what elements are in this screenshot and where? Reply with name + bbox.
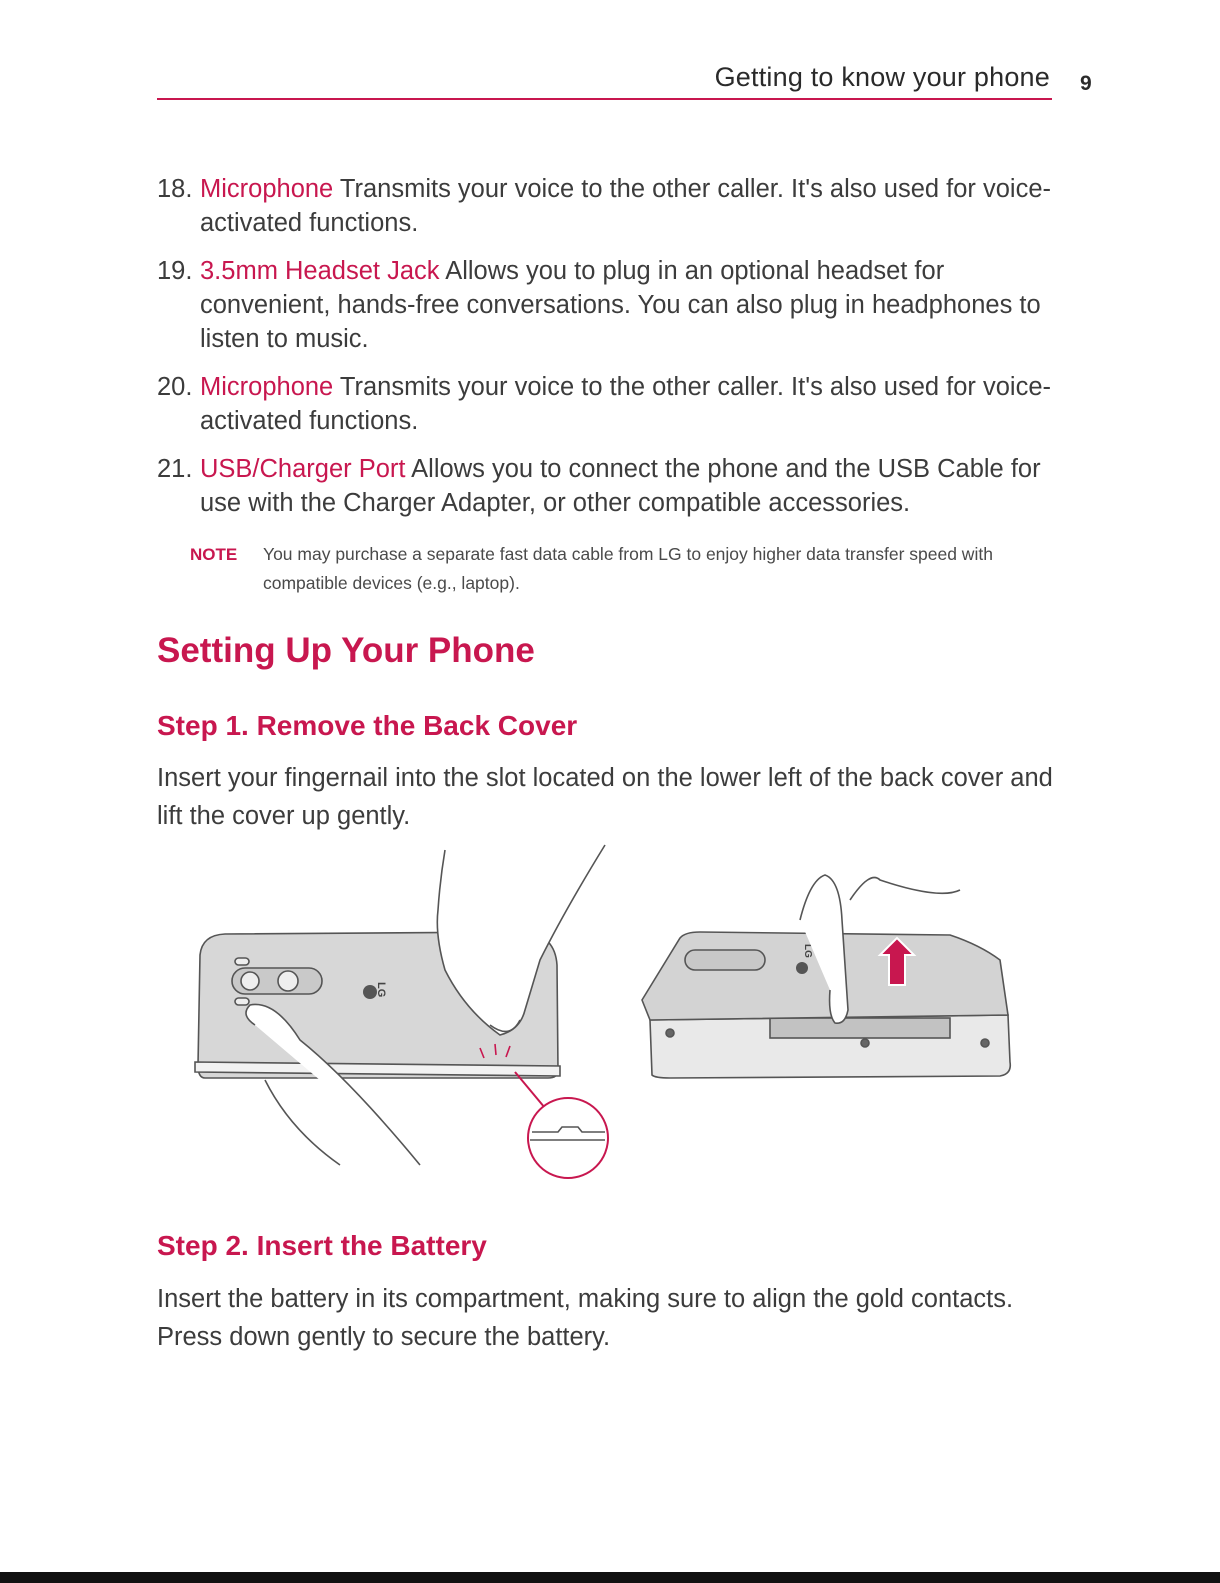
- item-number: 20.: [157, 373, 193, 401]
- item-description: Transmits your voice to the other caller. It's also used for voice-activated functions.: [200, 373, 1052, 435]
- list-item: [157, 452, 1057, 520]
- item-number: 21.: [157, 455, 193, 483]
- port-zoom-callout: [515, 1072, 608, 1178]
- note-label: NOTE: [190, 545, 238, 564]
- component-list: [157, 172, 1057, 534]
- item-description: Transmits your voice to the other caller. It's also used for voice-activated functions.: [200, 175, 1052, 237]
- section-title: Setting Up Your Phone: [157, 631, 535, 670]
- item-description: Allows you to plug in an optional headset for convenient, hands-free conversations. You can also plug in headphones to listen to music.: [200, 257, 1041, 353]
- item-term: 3.5mm Headset Jack: [200, 257, 440, 285]
- item-term: Microphone: [200, 373, 334, 401]
- note-text: You may purchase a separate fast data cable from LG to enjoy higher data transfer speed with compatible devices (e.g., laptop).: [263, 544, 993, 593]
- header-title: Getting to know your phone: [714, 62, 1050, 92]
- item-number: 18.: [157, 175, 193, 203]
- list-item: [157, 254, 1057, 356]
- list-item: [157, 370, 1057, 438]
- note-box: [190, 540, 1060, 598]
- remove-back-cover-illustration: [180, 840, 1040, 1185]
- step2-title: Step 2. Insert the Battery: [157, 1230, 487, 1261]
- item-description: Allows you to connect the phone and the USB Cable for use with the Charger Adapter, or other compatible accessories.: [200, 455, 1041, 517]
- phone-right-illustration: [642, 875, 1010, 1078]
- item-term: Microphone: [200, 175, 334, 203]
- page-bottom-edge: [0, 1572, 1220, 1583]
- lg-logo-right: LG: [802, 944, 813, 958]
- page-number: 9: [1080, 72, 1092, 95]
- item-term: USB/Charger Port: [200, 455, 406, 483]
- page-header: [157, 62, 1052, 100]
- lg-logo-left: LG: [375, 982, 387, 998]
- step2-text: Insert the battery in its compartment, making sure to align the gold contacts. Press down gently to secure the battery.: [157, 1285, 1014, 1351]
- step1-title: Step 1. Remove the Back Cover: [157, 710, 578, 741]
- item-number: 19.: [157, 257, 193, 285]
- step1-text: Insert your fingernail into the slot located on the lower left of the back cover and lift the cover up gently.: [157, 764, 1053, 830]
- list-item: [157, 172, 1057, 240]
